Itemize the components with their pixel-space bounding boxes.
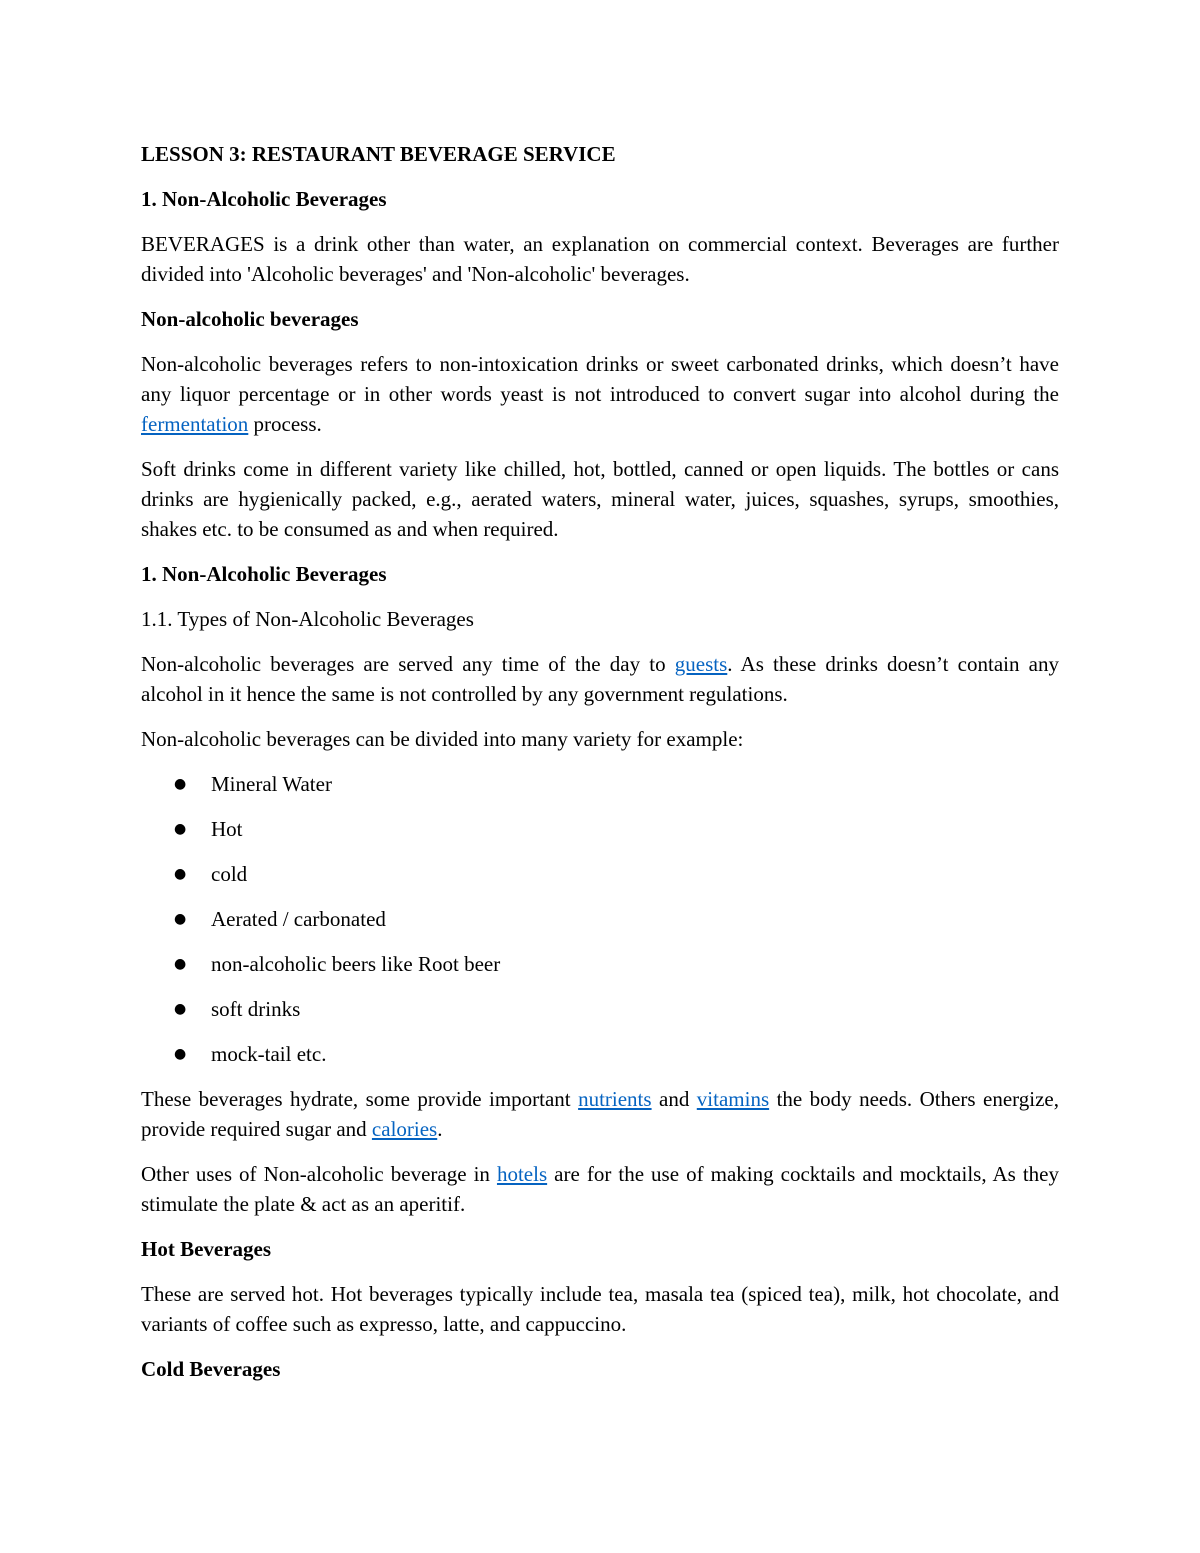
hot-beverages-heading: Hot Beverages bbox=[141, 1237, 272, 1261]
non-alcoholic-text-after: process. bbox=[248, 412, 322, 436]
vitamins-link[interactable]: vitamins bbox=[696, 1087, 770, 1111]
served-text-before: Non-alcoholic beverages are served any time of the day to bbox=[141, 652, 675, 676]
divided-paragraph: Non-alcoholic beverages can be divided into many variety for example: bbox=[141, 727, 744, 751]
lesson-title: LESSON 3: RESTAURANT BEVERAGE SERVICE bbox=[141, 142, 616, 166]
calories-link[interactable]: calories bbox=[371, 1117, 438, 1141]
non-alcoholic-paragraph bbox=[141, 349, 1059, 439]
bullet-icon: ● bbox=[174, 776, 187, 792]
bullet-icon: ● bbox=[174, 1001, 187, 1017]
hotels-link[interactable]: hotels bbox=[496, 1162, 548, 1186]
types-subheading: 1.1. Types of Non-Alcoholic Beverages bbox=[141, 607, 474, 631]
list-item bbox=[141, 949, 1059, 979]
beverage-types-list bbox=[141, 769, 1059, 1069]
hydrate-paragraph bbox=[141, 1084, 1059, 1144]
intro-paragraph: BEVERAGES is a drink other than water, an explanation on commercial context. Beverages are further divided into 'Alcoholic beverages' and 'Non-alcoholic' beverages. bbox=[141, 232, 1059, 286]
list-item bbox=[141, 904, 1059, 934]
section-heading-non-alcoholic-repeat: 1. Non-Alcoholic Beverages bbox=[141, 562, 387, 586]
list-item bbox=[141, 994, 1059, 1024]
list-item bbox=[141, 769, 1059, 799]
non-alcoholic-heading: Non-alcoholic beverages bbox=[141, 307, 359, 331]
list-item bbox=[141, 814, 1059, 844]
list-item-text: cold bbox=[211, 862, 248, 886]
hydrate-text-2: and bbox=[651, 1087, 697, 1111]
bullet-icon: ● bbox=[174, 1046, 187, 1062]
list-item-text: non-alcoholic beers like Root beer bbox=[211, 952, 501, 976]
list-item-text: Mineral Water bbox=[211, 772, 332, 796]
list-item-text: Aerated / carbonated bbox=[211, 907, 386, 931]
list-item bbox=[141, 1039, 1059, 1069]
uses-paragraph bbox=[141, 1159, 1059, 1219]
hydrate-text-1: These beverages hydrate, some provide important bbox=[141, 1087, 579, 1111]
list-item-text: Hot bbox=[211, 817, 243, 841]
uses-text-before: Other uses of Non-alcoholic beverage in bbox=[141, 1162, 497, 1186]
served-text-after: . As these drinks doesn’t contain any alcohol in it hence the same is not controlled by any government regulations. bbox=[141, 652, 1059, 706]
section-heading-non-alcoholic: 1. Non-Alcoholic Beverages bbox=[141, 187, 387, 211]
fermentation-link[interactable]: fermentation bbox=[141, 412, 249, 436]
list-item-text: mock-tail etc. bbox=[211, 1042, 327, 1066]
hydrate-text-4: . bbox=[437, 1117, 443, 1141]
hydrate-text-3: the body needs. Others energize, provide required sugar and bbox=[141, 1087, 1060, 1141]
cold-beverages-heading: Cold Beverages bbox=[141, 1357, 281, 1381]
list-item-text: soft drinks bbox=[211, 997, 301, 1021]
bullet-icon: ● bbox=[174, 911, 187, 927]
bullet-icon: ● bbox=[174, 956, 187, 972]
uses-text-after: are for the use of making cocktails and mocktails, As they stimulate the plate & act as an aperitif. bbox=[141, 1162, 1059, 1216]
nutrients-link[interactable]: nutrients bbox=[578, 1087, 652, 1111]
bullet-icon: ● bbox=[174, 821, 187, 837]
soft-drinks-paragraph: Soft drinks come in different variety like chilled, hot, bottled, canned or open liquids. The bottles or cans drinks are hygienically packed, e.g., aerated waters, mineral water, juices, squashes, syrups, smoothies, shakes etc. to be consumed as and when required. bbox=[141, 457, 1059, 541]
bullet-icon: ● bbox=[174, 866, 187, 882]
non-alcoholic-text-before: Non-alcoholic beverages refers to non-intoxication drinks or sweet carbonated drinks, which doesn’t have any liquor percentage or in other words yeast is not introduced to convert sugar into alcohol during the bbox=[141, 352, 1059, 406]
served-paragraph bbox=[141, 649, 1059, 709]
guests-link[interactable]: guests bbox=[674, 652, 728, 676]
hot-beverages-paragraph: These are served hot. Hot beverages typically include tea, masala tea (spiced tea), milk, hot chocolate, and variants of coffee such as expresso, latte, and cappuccino. bbox=[141, 1282, 1059, 1336]
document-page bbox=[141, 139, 1059, 1399]
list-item bbox=[141, 859, 1059, 889]
